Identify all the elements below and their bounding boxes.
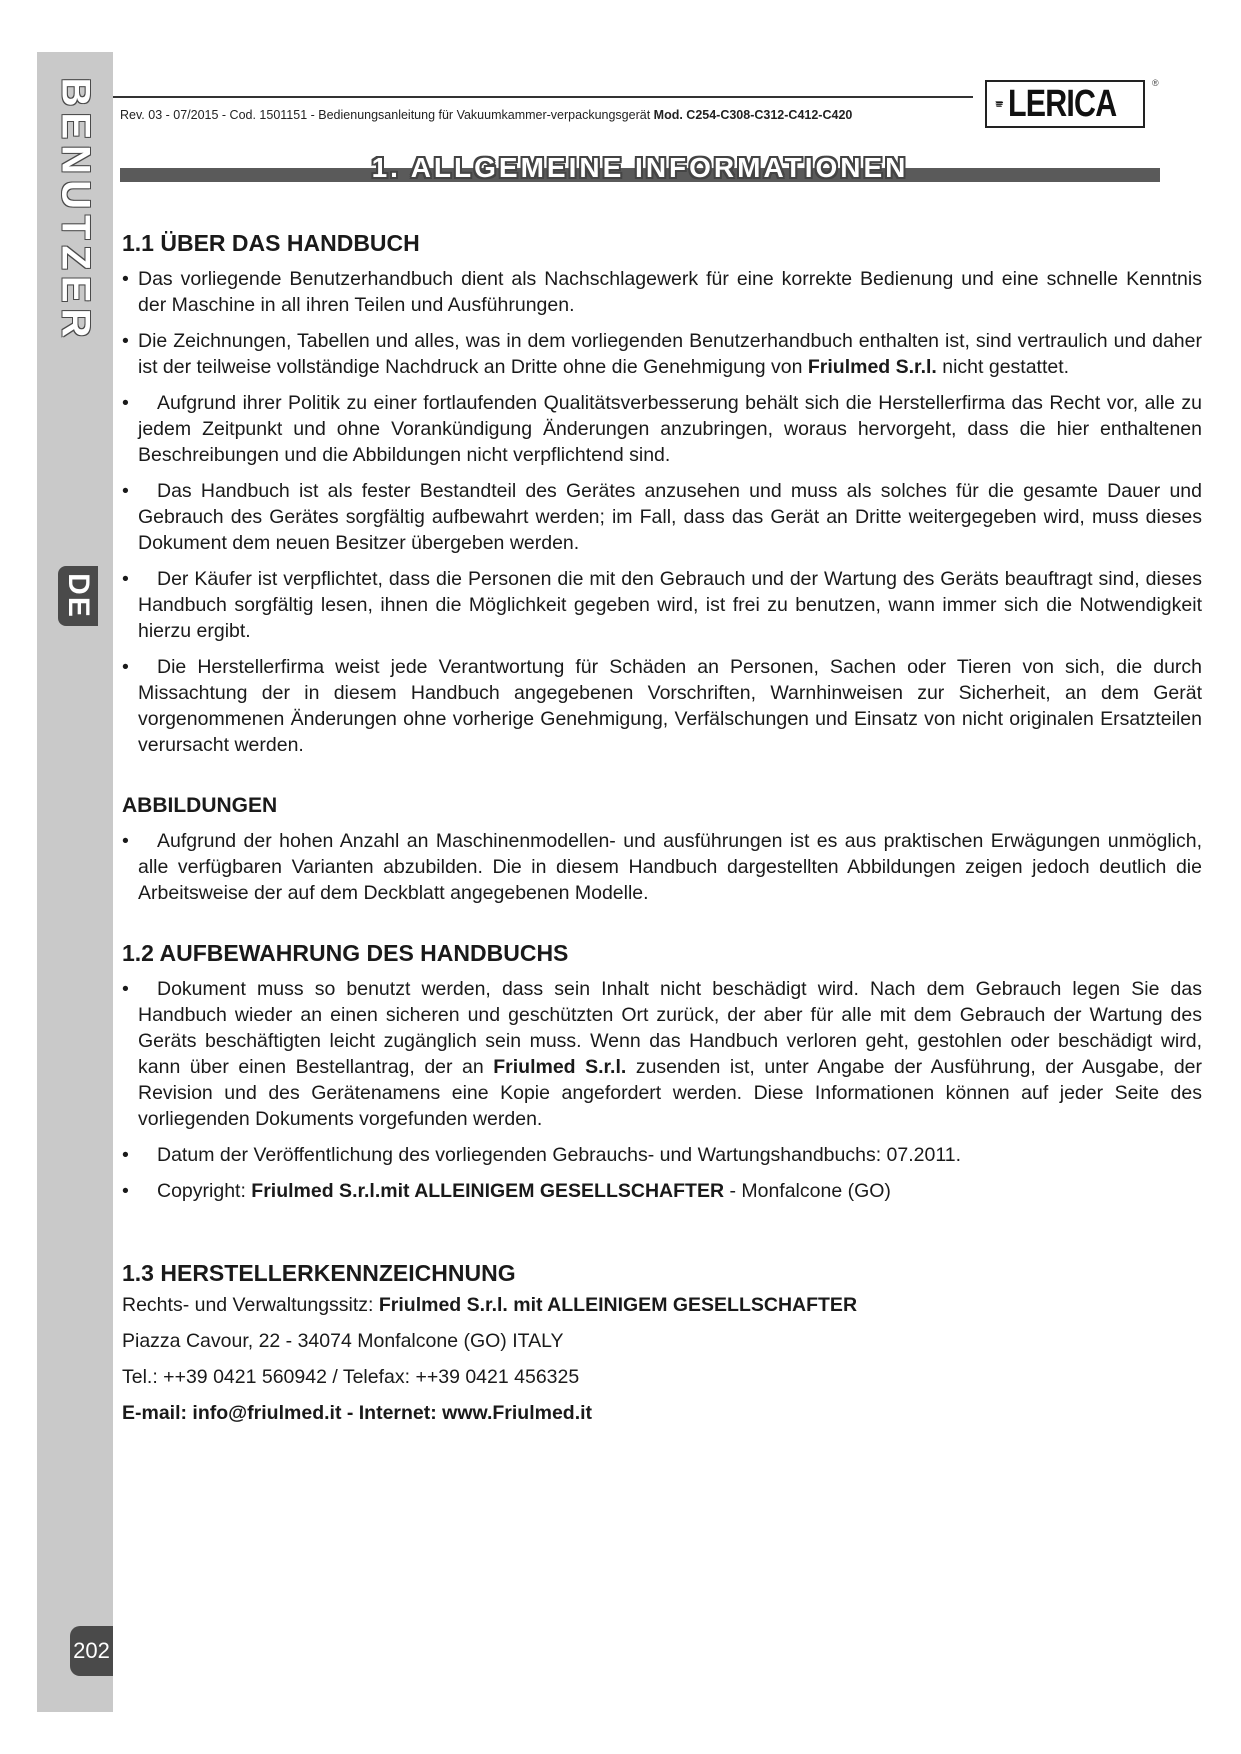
chapter-title: 1. ALLGEMEINE INFORMATIONEN bbox=[371, 152, 909, 183]
list-item: • Das vorliegende Benutzerhandbuch dient als Nachschlagewerk für eine korrekte Bedienung und eine schnelle Kenntnis der Maschine in all ihren Teilen und Ausführungen. bbox=[122, 266, 1202, 318]
section-1-3-heading: 1.3 HERSTELLERKENNZEICHNUNG bbox=[122, 1260, 516, 1286]
list-item: • Datum der Veröffentlichung des vorliegenden Gebrauchs- und Wartungshandbuchs: 07.2011. bbox=[122, 1142, 1202, 1168]
logo-swirl-icon bbox=[995, 86, 1004, 122]
legal-address-line: Rechts- und Verwaltungssitz: Friulmed S.r.l. mit ALLEINIGEM GESELLSCHAFTER bbox=[122, 1294, 858, 1316]
logo-text: LERICA bbox=[1007, 82, 1116, 125]
page-number: 202 bbox=[70, 1626, 113, 1676]
phone-line: Tel.: ++39 0421 560942 / Telefax: ++39 0421 456325 bbox=[122, 1366, 580, 1388]
brand-logo bbox=[985, 80, 1145, 128]
header-model: Mod. C254-C308-C312-C412-C420 bbox=[653, 108, 853, 122]
section-1-2-list bbox=[122, 976, 1202, 1204]
list-item: • Der Käufer ist verpflichtet, dass die Personen die mit den Gebrauch und der Wartung des Geräts beauftragt sind, dieses Handbuch sorgfältig lesen, ihnen die Möglichkeit gegeben wird, ist frei zu benutzen, wann immer sich die Notwendigkeit hierzu ergibt. bbox=[122, 566, 1202, 644]
list-item: • Dokument muss so benutzt werden, dass sein Inhalt nicht beschädigt wird. Nach dem Gebrauch legen Sie das Handbuch wieder an einen sicheren und geschützten Ort zurück, der aber für alle mit dem Gebrauch der Wartung des Geräts beschäftigten leicht zugänglich sein muss. Wenn das Handbuch verloren geht, gestohlen oder beschädigt wird, kann über einen Bestellantrag, der an Friulmed S.r.l. zusenden ist, unter Angabe der Ausführung, der Ausgabe, der Revision und des Gerätenamens eine Kopie angefordert werden. Diese Informationen können auf jeder Seite des vorliegenden Dokuments vorgefunden werden. bbox=[122, 976, 1202, 1132]
language-tab: DE bbox=[58, 566, 98, 626]
side-section-label: BENUTZER bbox=[53, 77, 98, 343]
list-item: • Die Zeichnungen, Tabellen und alles, was in dem vorliegenden Benutzerhandbuch enthalten ist, sind vertraulich und daher ist der teilweise vollständige Nachdruck an Dritte ohne die Genehmigung von Friulmed S.r.l. nicht gestattet. bbox=[122, 328, 1202, 380]
section-1-2-heading: 1.2 AUFBEWAHRUNG DES HANDBUCHS bbox=[122, 940, 569, 966]
header-text: Rev. 03 - 07/2015 - Cod. 1501151 - Bedienungsanleitung für Vakuumkammer-verpackungsgerät Mod. C254-C308-C312-C412-C420 bbox=[120, 108, 853, 122]
main-content bbox=[122, 228, 1202, 1426]
list-item: • Aufgrund der hohen Anzahl an Maschinenmodellen- und ausführungen ist es aus praktischen Erwägungen unmöglich, alle verfügbaren Varianten abzubilden. Die in diesem Handbuch dargestellten Abbildungen zeigen jedoch deutlich die Arbeitsweise der auf dem Deckblatt angegebenen Modelle. bbox=[122, 828, 1202, 906]
section-1-1-heading: 1.1 ÜBER DAS HANDBUCH bbox=[122, 230, 420, 256]
list-item: • Die Herstellerfirma weist jede Verantwortung für Schäden an Personen, Sachen oder Tieren von sich, die durch Missachtung der in diesem Handbuch angegebenen Vorschriften, Warnhinweisen zur Sicherheit, an dem Gerät vorgenommenen Änderungen ohne vorherige Genehmigung, Verfälschungen und Einsatz von nicht originalen Ersatzteilen verursacht werden. bbox=[122, 654, 1202, 758]
section-1-1-list bbox=[122, 266, 1202, 380]
contact-line: E-mail: info@friulmed.it - Internet: www.Friulmed.it bbox=[122, 1402, 593, 1424]
abbildungen-heading: ABBILDUNGEN bbox=[122, 794, 278, 817]
registered-mark: ® bbox=[1152, 78, 1159, 88]
street-address-line: Piazza Cavour, 22 - 34074 Monfalcone (GO) ITALY bbox=[122, 1330, 564, 1352]
list-item: • Copyright: Friulmed S.r.l.mit ALLEINIGEM GESELLSCHAFTER - Monfalcone (GO) bbox=[122, 1178, 1202, 1204]
list-item: • Aufgrund ihrer Politik zu einer fortlaufenden Qualitätsverbesserung behält sich die Herstellerfirma das Recht vor, alle zu jedem Zeitpunkt und ohne Vorankündigung Änderungen anzubringen, woraus hervorgeht, dass die hier enthaltenen Beschreibungen und die Abbildungen nicht verpflichtend sind. bbox=[122, 390, 1202, 468]
abbildungen-list bbox=[122, 828, 1202, 906]
section-1-1-list-cont bbox=[122, 390, 1202, 758]
header-rule bbox=[113, 96, 973, 98]
list-item: • Das Handbuch ist als fester Bestandteil des Gerätes anzusehen und muss als solches für die gesamte Dauer und Gebrauch des Gerätes sorgfältig aufbewahrt werden; im Fall, dass das Gerät an Dritte weitergegeben wird, muss dieses Dokument dem neuen Besitzer übergeben werden. bbox=[122, 478, 1202, 556]
